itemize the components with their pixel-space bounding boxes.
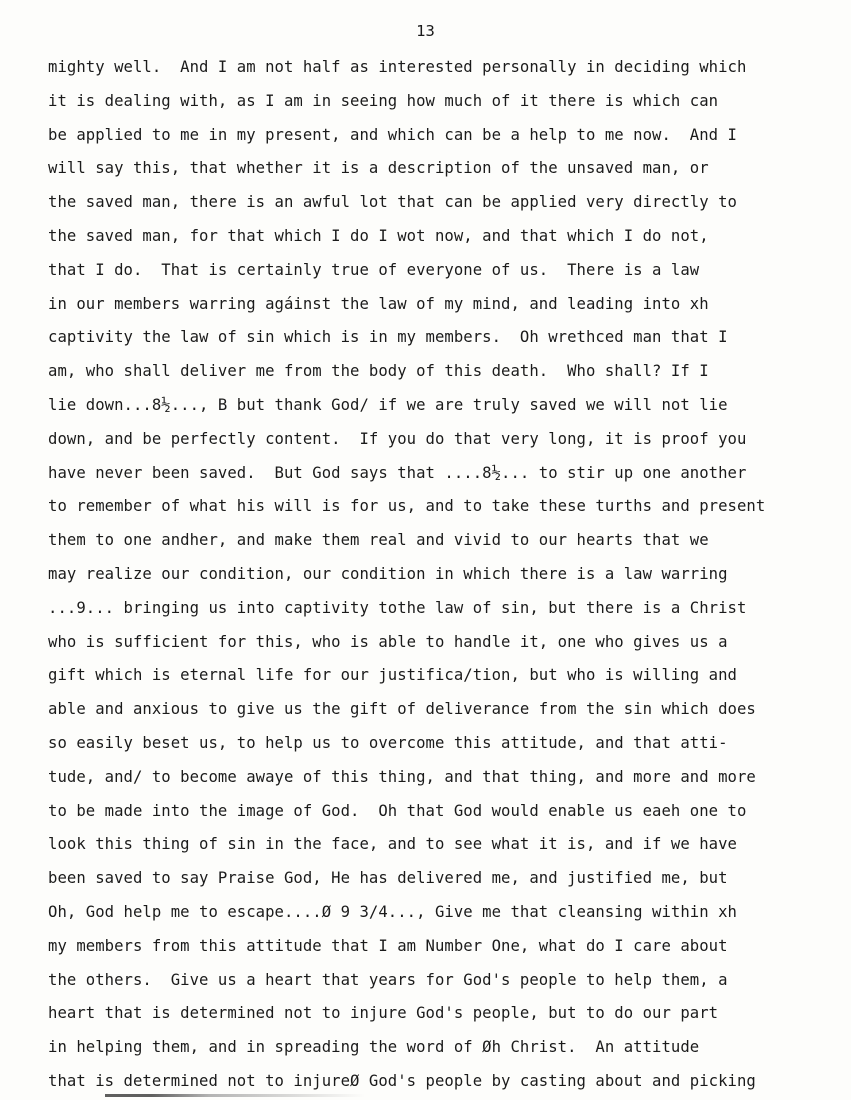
text-line: lie down...8½..., B but thank God/ if we are truly saved we will not lie (48, 395, 728, 414)
text-line: mighty well. And I am not half as interested personally in deciding which (48, 58, 747, 76)
text-line: in our members warring agáinst the law of my mind, and leading into xh (48, 294, 709, 313)
text-line: am, who shall deliver me from the body of this death. Who shall? If I (48, 362, 709, 381)
text-line: look this thing of sin in the face, and to see what it is, and if we have (48, 835, 737, 854)
text-line: the saved man, for that which I do I wot now, and that which I do not, (48, 226, 709, 245)
text-line: gift which is eternal life for our justifica/tion, but who is willing and (48, 666, 737, 685)
text-line: able and anxious to give us the gift of deliverance from the sin which does (48, 700, 756, 719)
text-line: in helping them, and in spreading the word of Øh Christ. An attitude (48, 1038, 700, 1057)
text-line: down, and be perfectly content. If you do that very long, it is proof you (48, 429, 747, 448)
text-line: to be made into the image of God. Oh that God would enable us eaeh one to (48, 801, 747, 820)
text-line: will say this, that whether it is a description of the unsaved man, or (48, 159, 709, 178)
text-line: so easily beset us, to help us to overcome this attitude, and that atti- (48, 733, 728, 752)
text-line: the others. Give us a heart that years for God's people to help them, a (48, 970, 728, 989)
text-line: that I do. That is certainly true of everyone of us. There is a law (48, 260, 700, 279)
text-line: to remember of what his will is for us, and to take these turths and present (48, 497, 766, 516)
scan-smudge-mark (105, 1094, 365, 1097)
text-line: ...9... bringing us into captivity tothe law of sin, but there is a Christ (48, 598, 747, 617)
text-line: that is determined not to injureØ God's people by casting about and picking (48, 1071, 756, 1090)
text-line: it is dealing with, as I am in seeing how much of it there is which can (48, 91, 719, 110)
text-line: captivity the law of sin which is in my members. Oh wrethced man that I (48, 328, 728, 347)
text-line: have never been saved. But God says that ....8½... to stir up one another (48, 463, 747, 482)
text-line: my members from this attitude that I am Number One, what do I care about (48, 936, 728, 955)
text-line: the saved man, there is an awful lot that can be applied very directly to (48, 193, 737, 212)
text-line: been saved to say Praise God, He has delivered me, and justified me, but (48, 869, 728, 888)
text-line: tude, and/ to become awaye of this thing, and that thing, and more and more (48, 767, 756, 786)
typed-body-text (48, 55, 838, 1103)
text-line: Oh, God help me to escape....Ø 9 3/4..., Give me that cleansing within xh (48, 902, 737, 921)
page-number: 13 (416, 22, 435, 40)
text-line: be applied to me in my present, and which can be a help to me now. And I (48, 125, 737, 144)
text-line: heart that is determined not to injure God's people, but to do our part (48, 1004, 719, 1023)
text-line: may realize our condition, our condition in which there is a law warring (48, 564, 728, 583)
text-line: them to one andher, and make them real and vivid to our hearts that we (48, 531, 709, 550)
text-line: who is sufficient for this, who is able to handle it, one who gives us a (48, 632, 728, 651)
